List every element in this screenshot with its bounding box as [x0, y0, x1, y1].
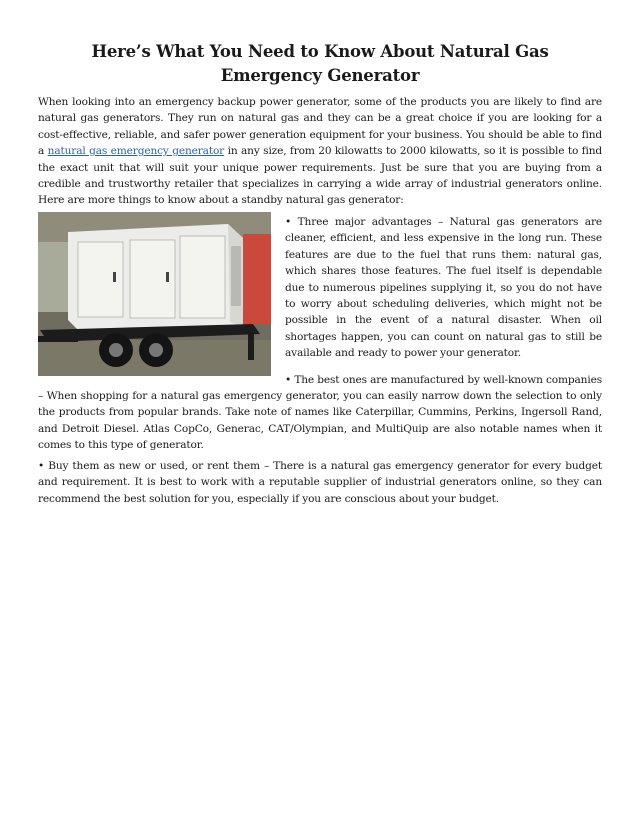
- generator-link[interactable]: natural gas emergency generator: [47, 145, 225, 158]
- bullet-advantages: • Three major advantages – Natural gas generators are cleaner, efficient, and less expensive in the long run. These features are due to the fuel that runs them: natural gas, which shares those features. The fuel itself is dependable due to numerous pipelines supplying it, so you do not have to worry about scheduling deliveries, which might not be possible in the event of a natural disaster. When oil shortages happen, you can count on natural gas to still be available and ready to power your generator.: [285, 216, 602, 360]
- article-title: Here’s What You Need to Know About Natural Gas Emergency Generator: [91, 42, 549, 85]
- generator-photo: [38, 212, 271, 376]
- intro-text-start: When looking into an emergency backup power generator, some of the products you are likely to find are natural gas generators. They run on natural gas and they can be a great choice if you are looking for a cost-effective, reliable, and safer power generation equipment for your business. You should be able to find a: [38, 96, 602, 158]
- bullet-buy-or-rent: • Buy them as new or used, or rent them – There is a natural gas emergency generator for every budget and requirement. It is best to work with a reputable supplier of industrial generators online, so they can recommend the best solution for you, especially if you are conscious about your budget.: [38, 460, 602, 505]
- content-with-image: [38, 212, 602, 464]
- bullet-manufacturers: • The best ones are manufactured by well-known companies – When shopping for a natural gas emergency generator, you can easily narrow down the selection to only the products from popular brands. Take note of names like Caterpillar, Cummins, Perkins, Ingersoll Rand, and Detroit Diesel. Atlas CopCo, Generac, CAT/Olympian, and MultiQuip are also notable names when it comes to this type of generator.: [38, 373, 602, 452]
- intro-paragraph: [38, 94, 602, 209]
- intro-text-end: in any size, from 20 kilowatts to 2000 kilowatts, so it is possible to find the exact unit that will suit your unique power requirements. Just be sure that you are buying from a credible and trustworthy retailer that specializes in carrying a wide array of industrial generators online. Here are more things to know about a standby natural gas generator:: [38, 145, 602, 207]
